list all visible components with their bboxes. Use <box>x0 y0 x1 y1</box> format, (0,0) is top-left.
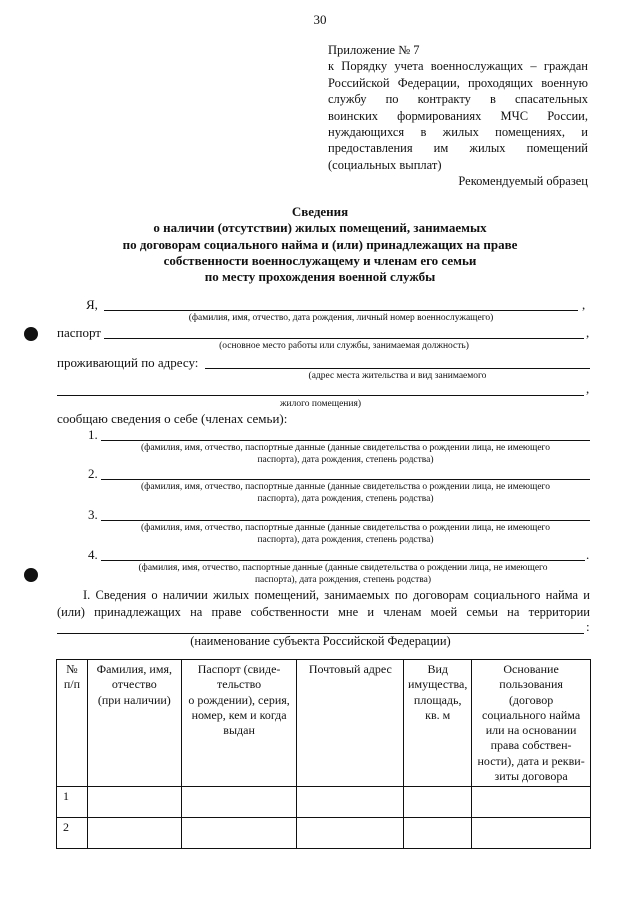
header-full-name: Фамилия, имя, отчество (при наличии) <box>87 660 181 787</box>
annex-line: службу по контракту в спасательных <box>328 92 588 107</box>
table-cell[interactable] <box>472 818 591 849</box>
passport-field-line[interactable] <box>104 338 584 339</box>
header-passport: Паспорт (свиде- тельство о рождении), серия, номер, кем и когда выдан <box>181 660 297 787</box>
table-row <box>57 787 591 818</box>
passport-field-caption: (основное место работы или службы, занимаемая должность) <box>219 341 469 351</box>
table-cell[interactable] <box>472 787 591 818</box>
table-header-row <box>57 660 591 787</box>
table-cell[interactable] <box>297 787 404 818</box>
header-basis-of-use: Основание пользования (договор социального найма или на основании права собствен- ности), дата и рекви- зиты договора <box>472 660 591 787</box>
address-field-line-2[interactable] <box>57 395 584 396</box>
table-cell[interactable] <box>404 787 472 818</box>
member-number: 3. <box>88 507 98 522</box>
section-1-line: (или) принадлежащих на праве собственности мне и членам моей семьи на территории <box>57 605 590 619</box>
name-field-caption: (фамилия, имя, отчество, дата рождения, личный номер военнослужащего) <box>188 313 494 323</box>
member-field-line[interactable] <box>101 560 585 561</box>
comma: , <box>586 381 590 396</box>
heading-line: о наличии (отсутствии) жилых помещений, занимаемых <box>153 220 487 236</box>
member-field-line[interactable] <box>101 520 590 521</box>
table-cell[interactable] <box>404 818 472 849</box>
passport-label: паспорт <box>57 325 101 340</box>
i-label: Я, <box>86 297 98 312</box>
housing-table <box>56 659 591 849</box>
punch-hole <box>24 327 38 341</box>
annex-title: Приложение № 7 <box>328 43 420 57</box>
header-postal-address: Почтовый адрес <box>297 660 404 787</box>
member-caption: паспорта), дата рождения, степень родства) <box>254 575 432 585</box>
header-number: № п/п <box>57 660 88 787</box>
member-caption: (фамилия, имя, отчество, паспортные данные (данные свидетельства о рождении лица, не имеющего <box>141 523 550 533</box>
member-number: 1. <box>88 427 98 442</box>
section-1-paragraph <box>57 587 590 621</box>
punch-hole <box>24 568 38 582</box>
table-cell: 1 <box>57 787 88 818</box>
table-cell[interactable] <box>297 818 404 849</box>
address-field-line[interactable] <box>205 368 590 369</box>
annex-line: предоставления им жилых помещений <box>328 141 588 156</box>
member-caption: (фамилия, имя, отчество, паспортные данные (данные свидетельства о рождении лица, не имеющего <box>141 443 550 453</box>
member-number: 4. <box>88 547 98 562</box>
table-row <box>57 818 591 849</box>
comma: , <box>582 297 586 312</box>
annex-block <box>328 42 588 173</box>
heading-line: Сведения <box>291 204 349 219</box>
member-caption: паспорта), дата рождения, степень родства) <box>257 455 434 465</box>
address-field-caption: (адрес места жительства и вид занимаемого <box>308 371 487 381</box>
member-field-line[interactable] <box>101 479 590 480</box>
document-heading <box>60 204 580 285</box>
annex-line: Российской Федерации, проходящих военную <box>328 75 588 90</box>
table-cell[interactable] <box>87 787 181 818</box>
page-number: 30 <box>313 12 327 27</box>
table-cell[interactable] <box>181 787 297 818</box>
member-field-line[interactable] <box>101 440 590 441</box>
annex-line: к Порядку учета военнослужащих – граждан <box>328 59 588 74</box>
address-label: проживающий по адресу: <box>57 355 199 370</box>
recommended-sample-label: Рекомендуемый образец <box>458 174 588 188</box>
colon: : <box>586 619 590 634</box>
annex-line: (социальных выплат) <box>328 157 442 172</box>
family-intro: сообщаю сведения о себе (членах семьи): <box>57 411 288 426</box>
period: . <box>586 547 590 562</box>
annex-line: воинских формированиях МЧС России, <box>328 108 588 123</box>
member-caption: паспорта), дата рождения, степень родства) <box>257 535 434 545</box>
member-number: 2. <box>88 466 98 481</box>
heading-line: по договорам социального найма и (или) принадлежащих на праве <box>122 236 518 252</box>
table-cell[interactable] <box>87 818 181 849</box>
table-cell[interactable] <box>181 818 297 849</box>
annex-line: нуждающихся в жилых помещениях, и <box>328 125 588 140</box>
heading-line: по месту прохождения военной службы <box>204 269 436 285</box>
address-field-caption-2: жилого помещения) <box>279 399 362 409</box>
header-property-area: Вид имущества, площадь, кв. м <box>404 660 472 787</box>
region-field-caption: (наименование субъекта Российской Федерации) <box>190 634 451 648</box>
comma: , <box>586 325 590 340</box>
table-cell: 2 <box>57 818 88 849</box>
heading-line: собственности военнослужащему и членам его семьи <box>163 252 477 268</box>
member-caption: (фамилия, имя, отчество, паспортные данные (данные свидетельства о рождении лица, не имеющего <box>138 563 548 573</box>
member-caption: паспорта), дата рождения, степень родства) <box>257 494 434 504</box>
section-1-line: I. Сведения о наличии жилых помещений, занимаемых по договорам социального найма и <box>83 588 590 602</box>
name-field-line[interactable] <box>104 310 578 311</box>
member-caption: (фамилия, имя, отчество, паспортные данные (данные свидетельства о рождении лица, не имеющего <box>141 482 550 492</box>
